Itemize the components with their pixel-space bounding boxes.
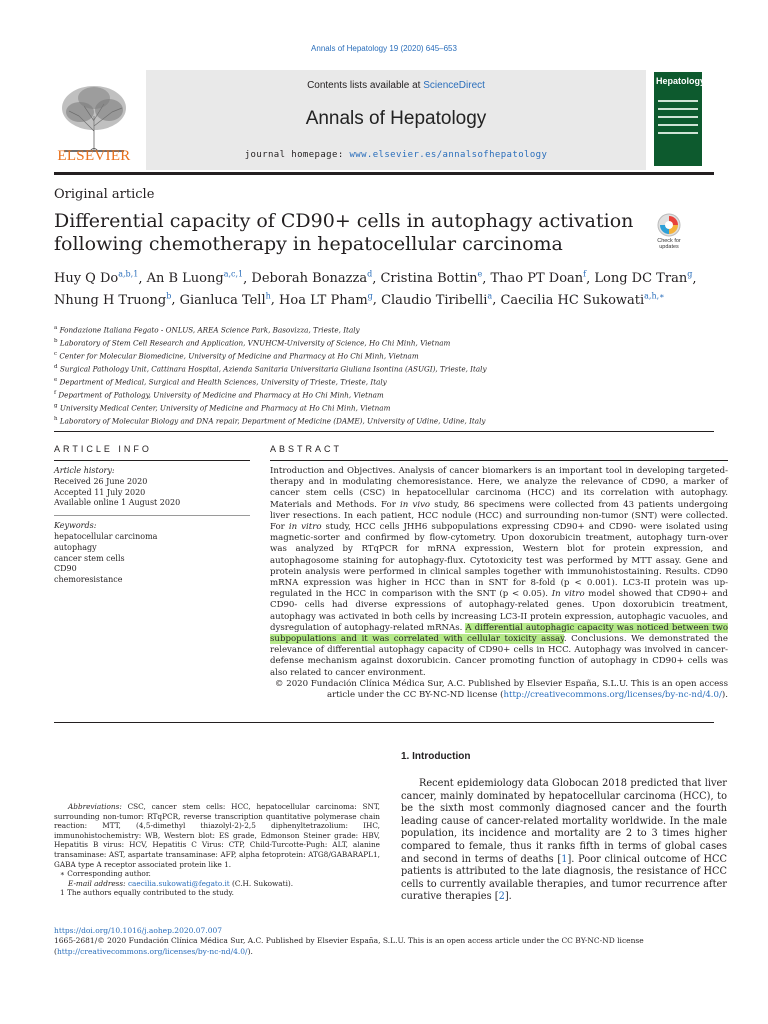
intro-text: Recent epidemiology data Globocan 2018 predicted that liver cancer, mainly dominated by hepatocellular carcinoma (HCC), to be the sixth most commonly diagnosed cancer and the fourth leading cause of cancer-related mortality worldwide. In the male population, its incidence and mortality are 2 to 3 times higher compared to female, thus it ranks fifth in terms of global cases and second in terms of deaths [ (401, 778, 727, 865)
author-affiliation-marker[interactable]: b (166, 291, 172, 301)
affiliation-text: Department of Medical, Surgical and Health Sciences, University of Trieste, Trieste, Italy (59, 377, 387, 387)
keyword-item: CD90 (54, 564, 77, 574)
issn-suffix: ). (247, 946, 253, 956)
author-list: Huy Q Do$^{a,b,1}$, An B Luong$^{a,c,1}$, Deborah Bonazza$^d$, Cristina Bottin$^e$, Thao PT Doan$^f$, Long DC Tran$^g$, Nhung H Truong$^b$, Gianluca Tell$^h$, Hoa LT Pham$^g$, Claudio Tiribelli$^a$, Caecilia HC Sukowati$^{a,h,∗}$ (54, 270, 697, 308)
abstract-italic: in vitro (288, 522, 322, 533)
copyright-text: © 2020 Fundación Clínica Médica Sur, A.C. Published by Elsevier España, S.L.U. This is an open access article under the CC BY-NC-ND license ( (274, 678, 728, 701)
journal-cover-thumbnail[interactable] (654, 72, 706, 166)
doi-footer (54, 926, 728, 957)
crossmark-icon (650, 212, 688, 238)
author[interactable] (54, 293, 171, 308)
abstract-divider (54, 722, 714, 723)
abbreviations-note (54, 802, 380, 869)
keyword-item: autophagy (54, 542, 97, 552)
info-separator (54, 515, 250, 516)
abstract-copyright (270, 679, 728, 701)
author[interactable] (500, 293, 664, 308)
intro-text: ]. Poor clinical outcome of HCC patients is attributed to the late diagnosis, the resistance of HCC cells to currently available therapies, and tumor recurrence after curative therapies [ (401, 853, 727, 903)
affiliation-marker: e (54, 376, 58, 383)
affiliation-item (54, 362, 714, 375)
author[interactable] (381, 293, 492, 308)
author-name: Cristina Bottin (380, 271, 478, 287)
email-label: E-mail address: (68, 878, 128, 888)
affiliation-text: Fondazione Italiana Fegato - ONLUS, AREA Science Park, Basovizza, Trieste, Italy (59, 325, 360, 335)
affiliation-text: Surgical Pathology Unit, Cattinara Hospital, Azienda Sanitaria Universitaria Giuliana Isontina (ASUGI), Trieste, Italy (59, 364, 487, 374)
crossmark-badge[interactable] (650, 212, 688, 258)
abstract-text: study, HCC cells JHH6 subpopulations expressing CD90+ and CD90- were isolated using magnetic-sorter and confirmed by flow-cytometry. Upon doxorubicin treatment, autophagy turn-over was analyzed by RTqPCR for mRNA expression, Western blot for protein expression, and autophagosome staining for autophagy-flux. Cytotoxicity test was performed by MTT assay. Gene and protein analysis were performed in clinical samples together with immunohistostaining. Results. CD90 mRNA expression was higher in HCC than in SNT for 8-fold (p < 0.001). LC3-II protein was up-regulated in the HCC in comparison with the SNT (p < 0.05). (270, 522, 728, 600)
doi-link[interactable]: https://doi.org/10.1016/j.aohep.2020.07.007 (54, 926, 223, 935)
homepage-prefix: journal homepage: (244, 150, 350, 160)
abstract-text: . Conclusions. We demonstrated the relevance of differential autophagy capacity of CD90+ cells in HCC. Autophagy was involved in cancer-defense mechanism against doxorubicin. Cancer promoting function of autophagy in CD90+ cells was also related to cancer environment. (270, 634, 729, 678)
author-name: Hoa LT Pham (279, 292, 368, 308)
homepage-link[interactable]: www.elsevier.es/annalsofhepatology (349, 150, 548, 160)
history-item: Accepted 11 July 2020 (54, 487, 146, 497)
author[interactable] (490, 271, 586, 286)
affiliation-marker: g (54, 402, 58, 409)
cover-stripe (658, 116, 698, 118)
affiliation-item (54, 401, 714, 414)
corresponding-note: ∗ Corresponding author. (60, 869, 151, 879)
author-affiliation-marker[interactable]: a,c,1 (223, 270, 244, 279)
abbreviations-text: CSC, cancer stem cells: HCC, hepatocellular carcinoma: SNT, surrounding non-tumor: RTqPCR, reverse transcription quantitative polymerase chain reaction: MTT, (4,5-dimethyl thiazolyl-2)-2,5 diphenyltetrazolium: IHC, immunohistochemistry: WB, Western blot: ES grade, Edmonson Steiner grade: HBV, Hepatitis B virus: HCV, Hepatitis C Virus: CTP, Child-Turcotte-Pugh: ALT, alanine transaminase: AST, aspartate transaminase: AFP, alpha fetoprotein: ATG8/GABARAPL1, GABA type A receptor associated protein like 1. (54, 802, 380, 869)
copyright-text: ). (721, 690, 728, 701)
abstract-italic: In vitro (551, 589, 585, 600)
license-link[interactable]: http://creativecommons.org/licenses/by-nc-nd/4.0/ (503, 690, 722, 701)
cover-stripe (658, 124, 698, 126)
author[interactable] (380, 271, 482, 286)
crossmark-label: Check for updates (657, 238, 681, 250)
affiliation-list (54, 323, 714, 427)
history-label: Article history: (54, 466, 115, 475)
issn-text: 1665-2681/© 2020 Fundación Clínica Médica Sur, A.C. Published by Elsevier España, S.L.U. This is an open access article under the CC BY-NC-ND license ( (54, 936, 644, 956)
keyword-item: hepatocellular carcinoma (54, 531, 158, 541)
affiliation-marker: c (54, 350, 58, 357)
highlighted-sentence[interactable]: A differential autophagic capacity was noticed between two subpopulations and it was correlated with cellular toxicity assay (270, 622, 729, 645)
abstract-text: study, 86 specimens were collected from 43 patients undergoing liver resections. In each patient, HCC nodule (HCC) and surrounding non-tumor (SNT) were collected. For (270, 499, 728, 533)
cover-stripe (658, 132, 698, 134)
author-name: Huy Q Do (54, 271, 119, 287)
journal-reference[interactable]: Annals of Hepatology 19 (2020) 645–653 (311, 44, 457, 53)
author[interactable] (594, 271, 692, 286)
author-affiliation-marker[interactable]: h (265, 291, 271, 301)
author-affiliation-marker[interactable]: d (367, 270, 373, 279)
author-name: Thao PT Doan (490, 271, 584, 287)
introduction-paragraph (401, 778, 727, 904)
affiliation-text: University Medical Center, University of Medicine and Pharmacy at Ho Chi Minh, Vietnam (59, 403, 391, 413)
issn-line (54, 936, 728, 957)
author[interactable] (147, 271, 244, 286)
article-type: Original article (54, 187, 155, 202)
abstract-italic: in vivo (400, 499, 431, 510)
author-affiliation-marker[interactable]: g (687, 270, 693, 279)
author-name: Gianluca Tell (179, 292, 266, 308)
author[interactable] (251, 271, 372, 286)
keyword-item: cancer stem cells (54, 553, 125, 563)
abstract-body (270, 466, 728, 679)
masthead (54, 70, 714, 170)
abstract-text: model showed that CD90+ and CD90- cells had diverse expressions of autophagy-related genes. Upon doxorubicin treatment, autophagy was activated in both cells by increasing LC3-II protein expression, autophagic vacuoles, and dysregulation of autophagy-related mRNAs. (270, 589, 728, 633)
article-info-column (54, 444, 250, 586)
article-history (54, 466, 250, 509)
author-name: Nhung H Truong (54, 292, 167, 308)
author-name: An B Luong (146, 271, 224, 287)
affiliation-text: Center for Molecular Biomedicine, University of Medicine and Pharmacy at Ho Chi Minh, Vietnam (59, 351, 419, 361)
affiliation-marker: f (54, 389, 57, 396)
affiliation-text: Laboratory of Molecular Biology and DNA repair, Department of Medicine (DAME), University of Udine, Udine, Italy (59, 416, 486, 426)
author-affiliation-marker[interactable]: e (477, 270, 483, 279)
cover-stripe (658, 100, 698, 102)
affiliation-item (54, 414, 714, 427)
affiliation-item (54, 388, 714, 401)
author-name: Claudio Tiribelli (381, 292, 488, 308)
author-affiliation-marker[interactable]: g (367, 291, 373, 301)
affiliation-marker: h (54, 415, 58, 422)
abstract-column (270, 444, 728, 701)
author-affiliation-marker[interactable]: a,h,∗ (644, 291, 665, 301)
abstract-heading: ABSTRACT (270, 444, 343, 454)
author-affiliation-marker[interactable]: f (583, 270, 587, 279)
email-suffix: (C.H. Sukowati). (229, 878, 294, 888)
masthead-rule (54, 172, 714, 175)
intro-text: ]. (504, 891, 512, 903)
article-info-rule (54, 460, 250, 461)
cover-title: Hepatology (656, 76, 706, 86)
header-divider (54, 431, 714, 432)
affiliation-text: Department of Pathology, University of Medicine and Pharmacy at Ho Chi Minh, Vietnam (58, 390, 384, 400)
author-affiliation-marker[interactable]: a,b,1 (118, 270, 139, 279)
author-name: Deborah Bonazza (251, 271, 368, 287)
author-affiliation-marker[interactable]: a (487, 291, 493, 301)
introduction-heading: 1. Introduction (401, 751, 471, 762)
article-info-heading: ARTICLE INFO (54, 444, 152, 454)
author-name: Caecilia HC Sukowati (500, 292, 645, 308)
contents-line (146, 80, 646, 91)
affiliation-marker: d (54, 363, 58, 370)
email-note (54, 879, 380, 889)
masthead-center-panel (146, 70, 646, 170)
affiliation-marker: b (54, 337, 58, 344)
article-title: Differential capacity of CD90+ cells in autophagy activation following chemotherapy in hepatocellular carcinoma (54, 210, 634, 255)
footer-license-link[interactable]: http://creativecommons.org/licenses/by-nc-nd/4.0/ (56, 946, 248, 956)
abbreviations-label: Abbreviations: (68, 802, 122, 811)
publisher-name: ELSEVIER (57, 148, 131, 164)
email-link[interactable]: caecilia.sukowati@fegato.it (127, 878, 230, 888)
sciencedirect-link[interactable]: ScienceDirect (423, 80, 485, 91)
footnotes (54, 802, 380, 898)
homepage-line (146, 150, 646, 160)
keywords-label: Keywords: (54, 521, 97, 531)
contents-prefix: Contents lists available at (307, 80, 424, 91)
equal-contribution-note: 1 The authors equally contributed to the study. (60, 888, 234, 898)
keyword-item: chemoresistance (54, 575, 123, 585)
history-item: Available online 1 August 2020 (54, 498, 181, 508)
affiliation-item (54, 336, 714, 349)
abstract-rule (270, 460, 728, 461)
affiliation-item (54, 349, 714, 362)
author[interactable] (54, 271, 138, 286)
reference-link[interactable]: 1 (561, 853, 568, 865)
reference-link[interactable]: 2 (498, 891, 505, 903)
author[interactable] (180, 293, 271, 308)
affiliation-item (54, 375, 714, 388)
cover-stripe (658, 108, 698, 110)
abstract-text: Introduction and Objectives. Analysis of cancer biomarkers is an important tool in developing targeted-therapy and in modulating chemoresistance. Here, we analyze the relevance of CD90, a marker of cancer stem cells (CSC) in hepatocellular carcinoma (HCC) and its correlation with autophagy. Materials and Methods. For (270, 466, 728, 510)
journal-title: Annals of Hepatology (305, 108, 487, 129)
author-name: Long DC Tran (594, 271, 688, 287)
keywords (54, 521, 250, 586)
affiliation-marker: a (54, 325, 58, 331)
affiliation-text: Laboratory of Stem Cell Research and Application, VNUHCM-University of Science, Ho Chi Minh, Vietnam (59, 338, 451, 348)
history-item: Received 26 June 2020 (54, 476, 148, 486)
affiliation-item (54, 323, 714, 336)
author[interactable] (279, 293, 373, 308)
